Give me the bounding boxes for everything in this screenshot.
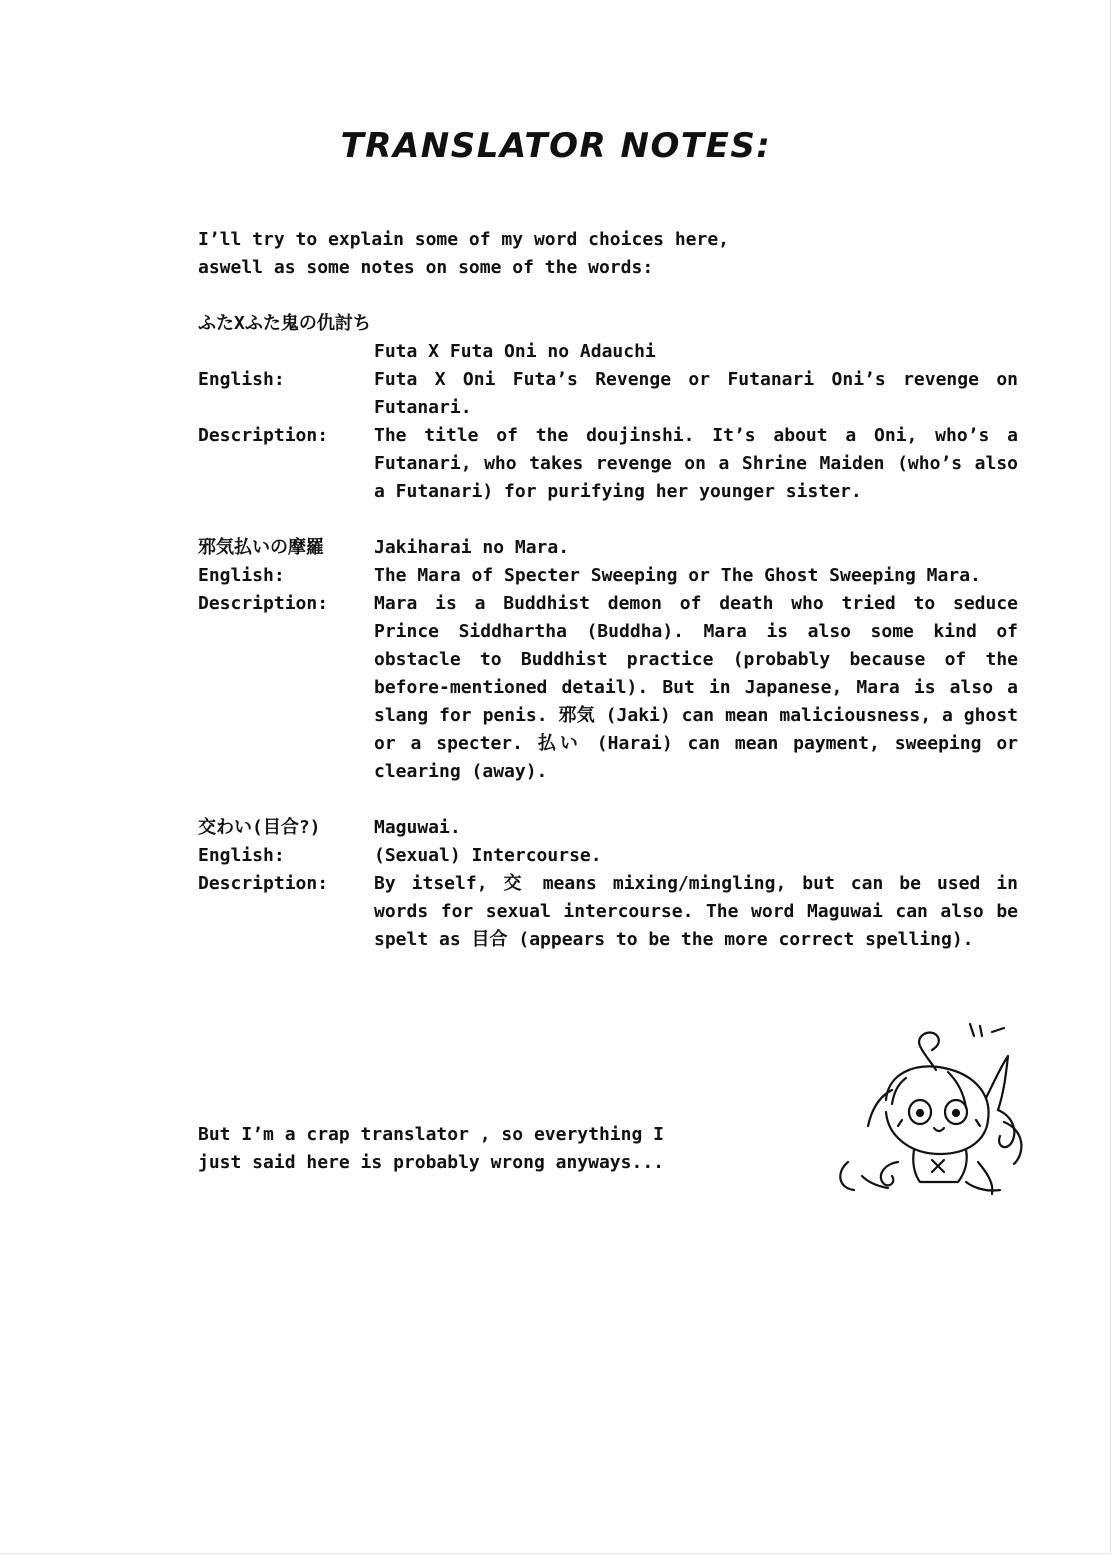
english-row: [198, 366, 1018, 422]
term-row: [198, 534, 1018, 562]
closing-text: [198, 1121, 664, 1177]
description-row: [198, 870, 1018, 954]
description-label: Description:: [198, 873, 329, 894]
closing-line: But I’m a crap translator , so everything I: [198, 1124, 664, 1145]
english-label: English:: [198, 845, 285, 866]
english-translation: (Sexual) Intercourse.: [374, 845, 602, 866]
description-text: Mara is a Buddhist demon of death who tried to seduce Prince Siddhartha (Buddha). Mara is also some kind of obstacle to Buddhist practice (probably because of the before-mentioned detail). But in Japanese, Mara is also a slang for penis. 邪気 (Jaki) can mean maliciousness, a ghost or a specter. 払い (Harai) can mean payment, sweeping or clearing (away).: [374, 593, 1018, 782]
description-label: Description:: [198, 425, 329, 446]
romaji: Maguwai.: [374, 817, 461, 838]
romaji: Futa X Futa Oni no Adauchi: [374, 341, 656, 362]
description-row: [198, 590, 1018, 786]
description-text: By itself, 交 means mixing/mingling, but can be used in words for sexual intercourse. The word Maguwai can also be spelt as 目合 (appears to be the more correct spelling).: [374, 873, 1018, 950]
english-translation: Futa X Oni Futa’s Revenge or Futanari Oni’s revenge on Futanari.: [374, 369, 1018, 418]
page-title: TRANSLATOR NOTES:: [340, 126, 772, 166]
japanese-term: 邪気払いの摩羅: [198, 537, 324, 558]
note-entry-maguwai: [198, 814, 1018, 954]
english-label: English:: [198, 565, 285, 586]
description-label: Description:: [198, 593, 329, 614]
term-row: [198, 814, 1018, 842]
intro-line: I’ll try to explain some of my word choices here,: [198, 229, 730, 250]
intro-line: aswell as some notes on some of the words:: [198, 257, 654, 278]
english-translation: The Mara of Specter Sweeping or The Ghost Sweeping Mara.: [374, 565, 981, 586]
romaji: Jakiharai no Mara.: [374, 537, 570, 558]
english-label: English:: [198, 369, 285, 390]
english-row: [198, 562, 1018, 590]
note-entry-futa-x-futa: [198, 310, 1018, 506]
chibi-doodle-icon: [828, 1012, 1038, 1202]
japanese-term: 交わい(目合?): [198, 817, 321, 838]
japanese-term: ふたXふた鬼の仇討ち: [198, 313, 371, 334]
closing-line: just said here is probably wrong anyways...: [198, 1152, 664, 1173]
term-row: [198, 310, 1018, 338]
romaji-row: [198, 338, 1018, 366]
note-entry-jakiharai: [198, 534, 1018, 786]
description-text: The title of the doujinshi. It’s about a Oni, who’s a Futanari, who takes revenge on a Shrine Maiden (who’s also a Futanari) for purifying her younger sister.: [374, 425, 1018, 502]
english-row: [198, 842, 1018, 870]
description-row: [198, 422, 1018, 506]
intro-text: [198, 226, 729, 282]
